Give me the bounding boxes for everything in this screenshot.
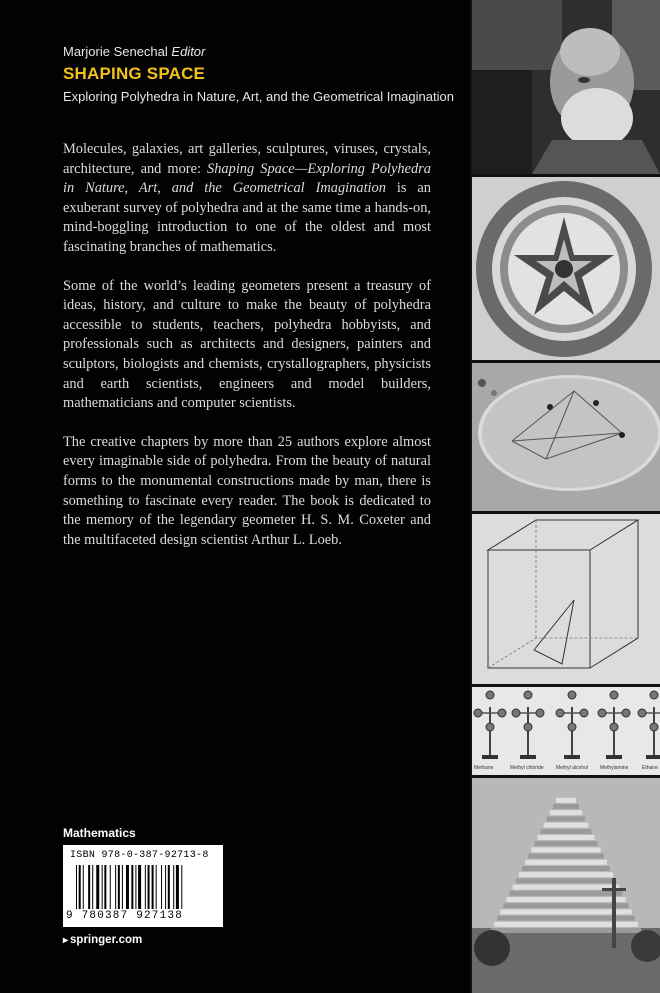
photo-portrait — [472, 0, 660, 174]
photo-table-model — [472, 363, 660, 511]
publisher-url-text: springer.com — [70, 934, 143, 946]
blurb-paragraph-3: The creative chapters by more than 25 authors explore almost every imaginable side of polyhedra. From the beauty of natural forms to the monumental constructions made by man, there is something to fascinate every reader. The book is dedicated to the memory of the legendary geometer H. S. M. Coxeter and the multifaceted design scientist Arthur L. Loeb. — [63, 433, 431, 548]
mosaic-image — [472, 177, 660, 360]
photo-strip — [470, 0, 660, 993]
portrait-image — [472, 0, 660, 174]
blurb-paragraph-1 — [63, 140, 431, 258]
book-title: SHAPING SPACE — [63, 64, 206, 83]
subject-category: Mathematics — [63, 826, 136, 840]
molecule-label: Methylamine — [600, 765, 629, 771]
publisher-url — [63, 934, 142, 946]
editor-role: Editor — [171, 44, 206, 59]
blurb-p1-book-title: Shaping Space—Exploring Polyhedra in Nature, Art, and the Geometrical Imagination — [63, 160, 431, 197]
cube-drawing-image — [472, 514, 660, 684]
arrow-icon: ▸ — [63, 935, 69, 946]
ziggurat-image — [472, 778, 660, 993]
photo-cube-drawing — [472, 514, 660, 684]
editor-name: Marjorie Senechal — [63, 44, 168, 59]
blurb-p1-start: Molecules, galaxies, art galleries, sculptures, viruses, crystals, architecture, and more: — [63, 141, 431, 177]
barcode-bars — [76, 865, 216, 909]
book-subtitle: Exploring Polyhedra in Nature, Art, and the Geometrical Imagination — [63, 89, 454, 104]
blurb-paragraph-2: Some of the world’s leading geometers present a treasury of ideas, history, and culture to make the beauty of polyhedra accessible to students, teachers, polyhedra hobbyists, and professionals such as architects and designers, painters and sculptors, biologists and chemists, crystallographers, physicists and earth scientists, engineers and model builders, mathematicians and computer scientists. — [63, 277, 431, 412]
blurb-p1-end: is an exuberant survey of polyhedra and at the same time a hands-on, mind-boggling introduction to one of the oldest and most fascinating branches of mathematics. — [63, 180, 431, 255]
molecule-models-image — [472, 687, 660, 775]
photo-mosaic — [472, 177, 660, 360]
blurb — [63, 140, 431, 569]
table-model-image — [472, 363, 660, 511]
isbn-label: ISBN 978-0-387-92713-8 — [70, 850, 209, 861]
molecule-label: Methyl chloride — [510, 765, 544, 771]
photo-molecule-models — [472, 687, 660, 775]
isbn-barcode — [63, 845, 223, 927]
molecule-label: Methane — [474, 765, 494, 771]
molecule-label: Methyl alcohol — [556, 765, 588, 771]
molecule-label: Ethane — [642, 765, 658, 771]
barcode-digits: 9 780387 927138 — [66, 910, 184, 922]
photo-ziggurat — [472, 778, 660, 993]
editor-line — [63, 44, 205, 59]
